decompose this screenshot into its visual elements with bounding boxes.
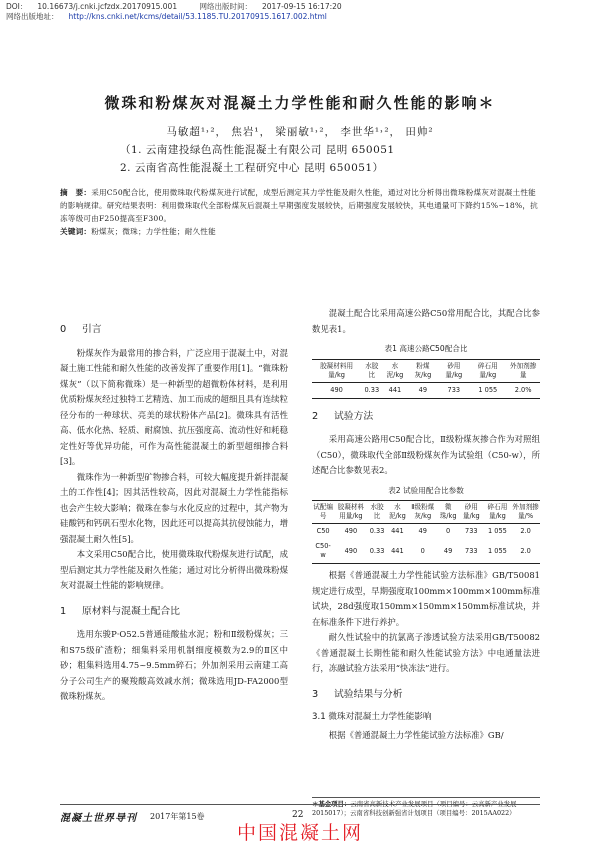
section-heading-methods: 2 试验方法 [312,410,374,422]
table-cell: 49 [437,539,459,564]
paper-title: 微珠和粉煤灰对混凝土力学性能和耐久性能的影响＊ [104,94,496,112]
table1-header: 砂用量/kg [438,359,469,382]
table1-header: 外加剂掺量 [506,359,540,382]
affiliation-1: （1. 云南建投绿色高性能混凝土有限公司 昆明 650051 [120,144,395,156]
section-heading-results: 3 试验结果与分析 [312,688,403,700]
table-cell: 49 [407,382,438,398]
table2-header: Ⅱ级粉煤灰/kg [408,501,437,524]
table-cell: 0.33 [368,539,387,564]
keywords-text: 粉煤灰；微珠；力学性能；耐久性能 [91,227,216,236]
table-cell: 0 [446,527,451,535]
table-cell: 733 [459,539,484,564]
methods-paragraph-2: 根据《普通混凝土力学性能试验方法标准》GB/T50081规定进行成型，早期强度取100mm×100mm×100mm标准试块，28d强度取150mm×150mm×150mm标准试块，并在标准条件下进行养护。 [312,570,540,627]
pub-addr-label: 网络出版地址： [6,12,59,21]
table2-header: 砂用量/kg [459,501,484,524]
results-paragraph-1: 根据《普通混凝土力学性能试验方法标准》GB/ [328,729,504,740]
table2-header: 碎石用量/kg [484,501,512,524]
table2 [312,500,540,564]
table1 [312,359,540,399]
methods-paragraph-1: 采用高速公路用C50配合比，Ⅱ级粉煤灰掺合作为对照组（C50），微珠取代全部Ⅱ级粉煤灰作为试验组（C50-w），所述配合比参数见表2。 [312,434,540,475]
table-cell: 49 [418,527,427,535]
funding-footnote [312,797,540,818]
table-cell: 733 [438,382,469,398]
funding-label: ＊基金项目： [312,800,351,808]
funding-text: 云南省高新技术产业发展项目（项目编号：云高新产业发展2015017）；云南省科技创新强省计划项目（项目编号：2015AA022） [312,800,517,817]
table1-header: 水泥/kg [383,359,408,382]
abstract-label: 摘 要： [60,188,92,197]
table-cell: 733 [465,527,478,535]
abstract-block [60,186,540,238]
journal-issue: 2017年第15卷 [150,812,205,821]
table1-header: 水胶比 [361,359,382,382]
table1-header: 粉煤灰/kg [407,359,438,382]
table-cell: 1 055 [487,527,507,535]
table1-header: 胶凝材料用量/kg [312,359,361,382]
table2-header: 微珠/kg [437,501,459,524]
page-number: 22 [292,810,304,820]
pub-time-label: 网络出版时间： [199,2,252,11]
intro-paragraph-3: 本文采用C50配合比，使用微珠取代粉煤灰进行试配，成型后测定其力学性能及耐久性能；通过对比分析得出微珠粉煤灰对混凝土性能的影响规律。 [60,549,288,590]
table2-header: 胶凝材料用量/kg [334,501,367,524]
table-cell: 1 055 [469,382,506,398]
table2-header: 外加剂掺量/% [511,501,540,524]
intro-paragraph-2: 微珠作为一种新型矿物掺合料，可较大幅度提升新拌混凝土的工作性[4]；因其活性较高，因此对混凝土力学性能指标也会产生较大影响；微珠在参与水化反应的过程中，其产物为硅酸钙和钙矾石型水化物，因此还可以提高其抗侵蚀能力，增强混凝土耐久性[5]。 [60,471,288,544]
journal-name: 混凝土世界导刊 [60,813,137,824]
table-cell: C50-w [312,539,334,564]
affiliation-2: 2. 云南省高性能混凝土工程研究中心 昆明 650051） [120,162,384,174]
table-cell: 1 055 [484,539,512,564]
table2-caption: 表2 试验用配合比参数 [388,485,464,495]
table-cell: 441 [391,527,404,535]
table-row [312,382,540,398]
table-cell: 0 [408,539,437,564]
table-cell: 490 [334,539,367,564]
mix-intro-paragraph: 混凝土配合比采用高速公路C50常用配合比，其配合比参数见表1。 [312,308,540,334]
table-cell: 2.0 [511,539,540,564]
doi-value[interactable]: 10.16673/j.cnki.jcfzdx.20170915.001 [37,2,178,11]
table1-header-row [312,359,540,382]
table1-caption: 表1 高速公路C50配合比 [384,344,468,353]
methods-paragraph-3: 耐久性试验中的抗氯离子渗透试验方法采用GB/T50082《普通混凝土长期性能和耐久性能试验方法》中电通量法进行，冻融试验方法采用“快冻法”进行。 [312,632,540,673]
table-cell: 2.0 [520,527,531,535]
table-row [312,524,540,540]
section-heading-materials: 1 原材料与混凝土配合比 [60,605,180,617]
watermark-text: 中国混凝土网 [236,822,363,844]
table-cell: 441 [383,382,408,398]
right-column [312,306,540,743]
intro-paragraph-1: 粉煤灰作为最常用的掺合料，广泛应用于混凝土中，对混凝土施工性能和耐久性能的改善发挥了重要作用[1]。“微珠粉煤灰”（以下简称微珠）是一种新型的超微粉体材料，是利用优质粉煤灰经过独特工艺精选、加工而成的超细且具有连续粒径分布的一种球状、亮美的球状粉体产品[2]。微珠具有活性高、低水化热、轻质、耐腐蚀、抗压强度高、流动性好和耗稳定性好等优异功能，可作为高性能混凝土的新型超细掺合料[3]。 [60,347,288,466]
affiliations [120,141,395,177]
table-cell: 441 [387,539,409,564]
keywords-label: 关键词： [60,227,92,236]
left-column [60,312,288,705]
table-row [312,539,540,564]
pub-addr-link[interactable]: http://kns.cnki.net/kcms/detail/53.1185.TU.20170915.1617.002.html [68,12,327,21]
table2-header: 水泥/kg [387,501,409,524]
table-cell: 2.0% [506,382,540,398]
table2-header: 试配编号 [312,501,334,524]
table-cell: 490 [312,382,361,398]
abstract-text: 采用C50配合比，使用微珠取代粉煤灰进行试配，成型后测定其力学性能及耐久性能，通过对比分析得出微珠粉煤灰对混凝土性能的影响规律。研究结果表明：利用微珠取代全部粉煤灰后混凝土早期强度发展较快，后期强度发展较快，其电通量可下降约15%~18%，抗冻等级可由F250提高至F300。 [60,188,538,223]
table-cell: C50 [316,527,330,535]
article-metadata [6,2,362,22]
materials-paragraph: 选用东骏P·O52.5普通硅酸盐水泥；粉和Ⅱ级粉煤灰；三和S75级矿渣粉；细集料采用机制细度模数为2.9的Ⅱ区中砂；粗集料选用4.75~9.5mm碎石；外加剂采用云南建工高分子公司生产的聚羧酸高效减水剂；微珠选用JD-FA2000型微珠粉煤灰。 [60,629,288,701]
pub-time-value: 2017-09-15 16:17:20 [262,2,342,11]
table-cell: 0.33 [361,382,382,398]
table1-header: 碎石用量/kg [469,359,506,382]
table-cell: 490 [344,527,358,535]
table2-header: 水胶比 [368,501,387,524]
table-cell: 0.33 [369,527,385,535]
doi-label: DOI： [6,2,28,11]
author-list: 马敏超¹˒²， 焦岩¹， 梁丽敏¹˒²， 李世华¹˒²， 田帅² [166,126,434,138]
subsection-heading-mechanical: 3.1 微珠对混凝土力学性能影响 [312,712,432,722]
table2-header-row [312,501,540,524]
section-heading-intro: 0 引言 [60,324,102,335]
